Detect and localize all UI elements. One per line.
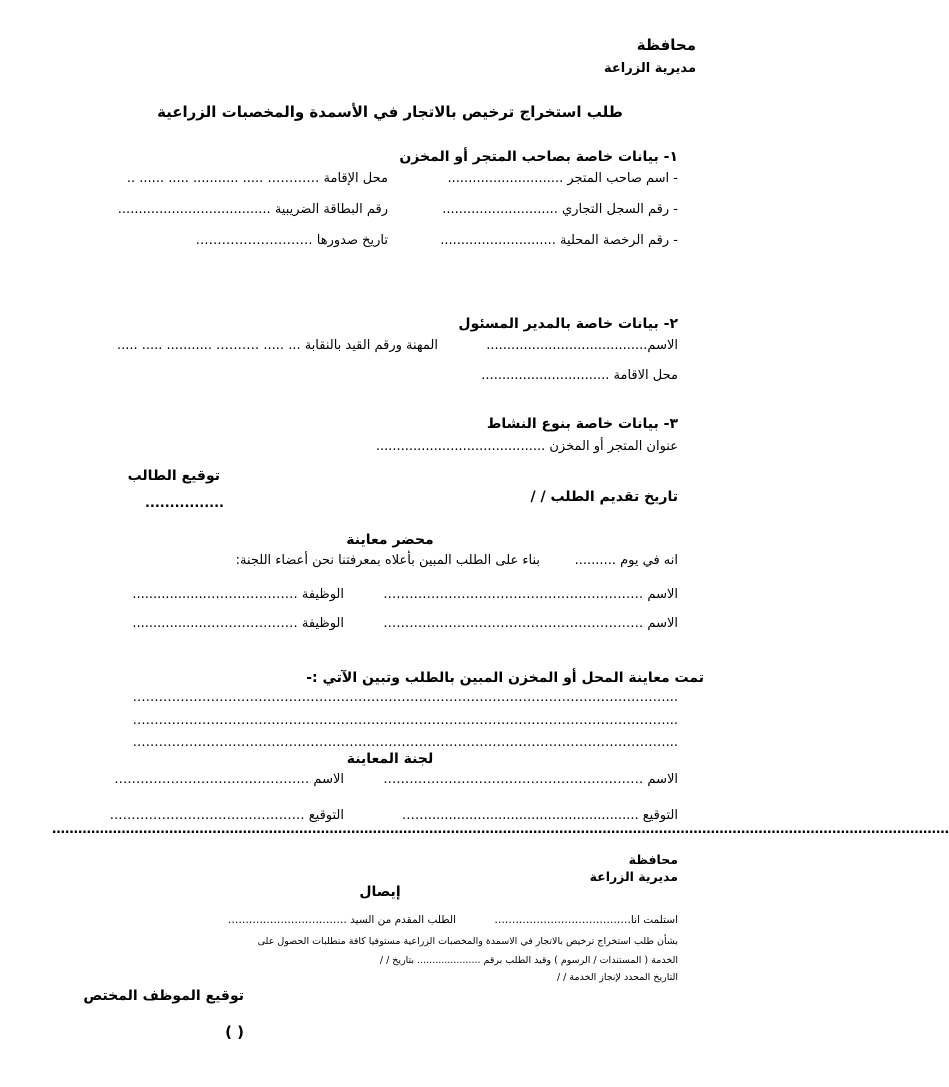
- local-license-field[interactable]: - رقم الرخصة المحلية ............................: [440, 233, 678, 248]
- committee-name-left[interactable]: الاسم ………………………………………: [114, 772, 344, 787]
- section3-heading: ٣- بيانات خاصة بنوع النشاط: [486, 416, 678, 432]
- findings-line-2[interactable]: ...……………………………………………………………………………………………………………: [132, 713, 678, 728]
- committee-heading: لجنة المعاينة: [346, 751, 434, 767]
- manager-residence-field[interactable]: محل الاقامة ...............................: [481, 368, 678, 383]
- receipt-governorate: محافظة: [628, 852, 678, 867]
- inspection-intro-text: بناء على الطلب المبين بأعلاه بمعرفتنا نحن أعضاء اللجنة:: [235, 553, 540, 568]
- committee-name-right[interactable]: الاسم ……………………………………………………: [383, 772, 678, 787]
- committee-signature-right[interactable]: التوقيع ...................................................……: [401, 808, 678, 823]
- section2-heading: ٢- بيانات خاصة بالمدير المسئول: [458, 316, 678, 332]
- header-governorate: محافظة: [636, 36, 696, 54]
- inspection-day-field[interactable]: انه في يوم ..........: [574, 553, 678, 568]
- committee-signature-left[interactable]: التوقيع ………………………………………: [109, 808, 344, 823]
- employee-signature-brackets[interactable]: ( ): [225, 1023, 244, 1041]
- committee-member-job-2[interactable]: الوظيفة …………………..................: [132, 616, 344, 631]
- findings-line-3[interactable]: ...……………………………………………………………………………………………………………: [132, 735, 678, 750]
- owner-name-field[interactable]: - اسم صاحب المتجر ............................: [447, 171, 678, 186]
- owner-residence-field[interactable]: محل الإقامة ………… ..... ........... ..... ...... ..: [126, 171, 388, 186]
- inspection-heading: محضر معاينة: [346, 532, 434, 548]
- committee-member-job-1[interactable]: الوظيفة …………………..................: [132, 587, 344, 602]
- receipt-line-4[interactable]: التاريخ المحدد لإنجاز الخدمة / /: [556, 972, 678, 983]
- findings-line-1[interactable]: ...……………………………………………………………………………………………………………: [132, 690, 678, 705]
- receipt-title: إيصال: [359, 884, 401, 900]
- header-directorate: مديرية الزراعة: [604, 61, 696, 76]
- receipt-line-2: بشأن طلب استخراج ترخيص بالاتجار في الاسمدة والمخصبات الزراعية مستوفيا كافة متطلبات الحصول على: [257, 936, 678, 947]
- tax-card-field[interactable]: رقم البطاقة الضريبية .....................................: [117, 202, 388, 217]
- applicant-signature-line[interactable]: ................: [144, 496, 224, 511]
- committee-member-name-2[interactable]: الاسم ……………………………………………………: [383, 616, 678, 631]
- receipt-applicant-name[interactable]: الطلب المقدم من السيد …………………………….: [228, 914, 456, 926]
- employee-signature-label: توقيع الموظف المختص: [83, 988, 244, 1004]
- committee-member-name-1[interactable]: الاسم ……………………………………………………: [383, 587, 678, 602]
- page-title: طلب استخراج ترخيص بالاتجار في الأسمدة والمخصبات الزراعية: [157, 103, 623, 121]
- receipt-directorate: مديرية الزراعة: [589, 869, 678, 884]
- submission-date[interactable]: تاريخ تقديم الطلب / /: [530, 489, 678, 505]
- section1-heading: ١- بيانات خاصة بصاحب المتجر أو المخزن: [399, 149, 678, 165]
- findings-heading: تمت معاينة المحل أو المخزن المبين بالطلب وتبين الآتي :-: [306, 670, 704, 686]
- receipt-received-by[interactable]: استلمت انا…………………………………: [494, 914, 678, 926]
- receipt-line-3[interactable]: الخدمة ( المستندات / الرسوم ) وقيد الطلب برقم ..................... بتاريخ / /: [379, 955, 678, 966]
- cut-separator: ………………………………………………………………………………………………………………………………………………………………………………………: [52, 822, 949, 837]
- store-address-field[interactable]: عنوان المتجر أو المخزن .........................................: [375, 439, 678, 454]
- manager-profession-field[interactable]: المهنة ورقم القيد بالنقابة ... ..... ………. ........... ..... .....: [116, 338, 438, 353]
- issue-date-field[interactable]: تاريخ صدورها ………………………: [195, 233, 388, 248]
- applicant-signature-label: توقيع الطالب: [127, 468, 220, 484]
- manager-name-field[interactable]: الاسم.......................................: [486, 338, 678, 353]
- commercial-reg-field[interactable]: - رقم السجل التجاري ............................: [442, 202, 678, 217]
